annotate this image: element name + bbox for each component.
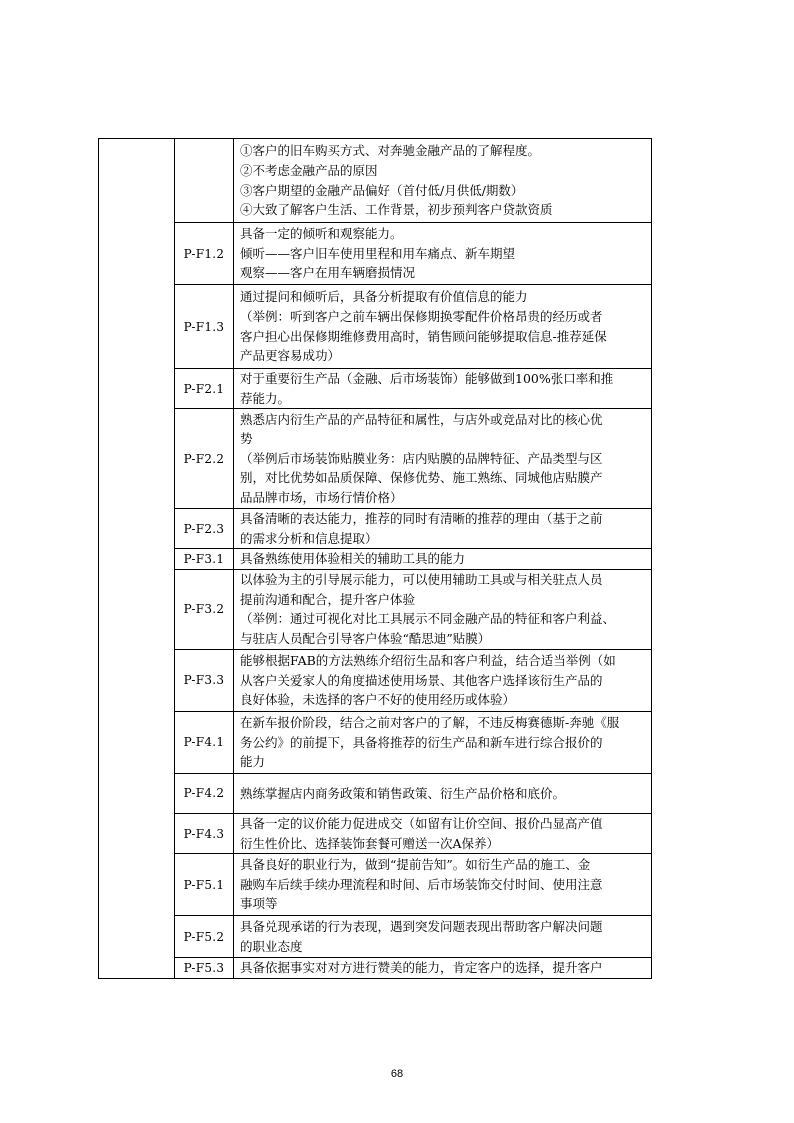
cell-text-line: 的需求分析和信息提取）: [240, 530, 378, 546]
code-cell: P-F1.3: [175, 285, 234, 369]
description-cell: [234, 285, 652, 369]
code-cell: [175, 139, 234, 223]
cell-text-line: 具备依据事实对对方进行赞美的能力，肯定客户的选择，提升客户: [240, 960, 603, 976]
code-cell: P-F4.2: [175, 773, 234, 813]
cell-text-line: 良好体验，未选择的客户不好的使用经历或体验）: [240, 692, 516, 708]
description-cell: [234, 916, 652, 958]
code-cell: P-F5.2: [175, 916, 234, 958]
competency-table: [98, 138, 652, 979]
description-cell: [234, 549, 652, 570]
cell-text-line: 务公约》的前提下，具备将推荐的衍生产品和新车进行综合报价的: [240, 734, 603, 750]
cell-text-line: （举例后市场装饰贴膜业务：店内贴膜的品牌特征、产品类型与区: [240, 450, 603, 466]
description-cell: [234, 649, 652, 711]
cell-text-line: 具备良好的职业行为，做到“提前告知”。如衍生产品的施工、金: [240, 857, 591, 873]
cell-text-line: 具备熟练使用体验相关的辅助工具的能力: [240, 551, 466, 567]
description-cell: [234, 139, 652, 223]
cell-text-line: 客户担心出保修期维修费用高时，销售顾问能够提取信息-推荐延保: [240, 328, 607, 344]
description-cell: [234, 813, 652, 853]
cell-text-line: 事项等: [240, 896, 278, 912]
page-number: 68: [390, 1068, 404, 1080]
cell-text-line: 势: [240, 431, 253, 447]
cell-text-line: 衍生性价比、选择装饰套餐可赠送一次A保养）: [240, 835, 500, 851]
description-cell: [234, 409, 652, 509]
cell-text-line: 对于重要衍生产品（金融、后市场装饰）能够做到100%张口率和推: [240, 371, 614, 386]
cell-text-line: 与驻店人员配合引导客户体验“酷思迪”贴膜）: [240, 631, 491, 647]
cell-text-line: 具备兑现承诺的行为表现，遇到突发问题表现出帮助客户解决问题: [240, 919, 603, 935]
cell-text-line: 从客户关爱家人的角度描述使用场景、其他客户选择该衍生产品的: [240, 672, 603, 688]
cell-text-line: ④大致了解客户生活、工作背景，初步预判客户贷款资质: [240, 202, 553, 218]
table-row: [99, 958, 652, 979]
table-row: [99, 773, 652, 813]
code-cell: P-F3.2: [175, 569, 234, 649]
cell-text-line: ③客户期望的金融产品偏好（首付低/月供低/期数）: [240, 182, 524, 198]
code-cell: P-F2.1: [175, 369, 234, 409]
code-cell: P-F2.2: [175, 409, 234, 509]
description-cell: [234, 569, 652, 649]
table-row: [99, 711, 652, 773]
code-cell: P-F1.2: [175, 223, 234, 285]
description-cell: [234, 711, 652, 773]
cell-text-line: 具备清晰的表达能力，推荐的同时有清晰的推荐的理由（基于之前: [240, 511, 603, 527]
table-row: [99, 569, 652, 649]
table-row: [99, 409, 652, 509]
cell-text-line: ②不考虑金融产品的原因: [240, 162, 378, 178]
code-cell: P-F2.3: [175, 509, 234, 549]
category-cell: [99, 139, 175, 979]
table-body: [99, 139, 652, 979]
cell-text-line: 提前沟通和配合，提升客户体验: [240, 591, 416, 607]
table-row: [99, 813, 652, 853]
description-cell: [234, 223, 652, 285]
description-cell: [234, 369, 652, 409]
cell-text-line: 能力: [240, 754, 266, 770]
cell-text-line: 品品牌市场，市场行情价格）: [240, 490, 403, 506]
cell-text-line: 的职业态度: [240, 938, 303, 954]
table-row: [99, 854, 652, 916]
table-row: [99, 649, 652, 711]
cell-text-line: 倾听——客户旧车使用里程和用车痛点、新车期望: [240, 245, 516, 261]
description-cell: [234, 854, 652, 916]
cell-text-line: （举例：通过可视化对比工具展示不同金融产品的特征和客户利益、: [240, 611, 616, 627]
table-row: [99, 509, 652, 549]
table-row: [99, 285, 652, 369]
cell-text-line: 以体验为主的引导展示能力，可以使用辅助工具或与相关驻点人员: [240, 572, 603, 588]
cell-text-line: 通过提问和倾听后，具备分析提取有价值信息的能力: [240, 289, 528, 305]
cell-text-line: 熟练掌握店内商务政策和销售政策、衍生产品价格和底价。: [240, 785, 566, 801]
description-cell: [234, 773, 652, 813]
cell-text-line: 在新车报价阶段，结合之前对客户的了解，不违反梅赛德斯-奔驰《服: [240, 715, 620, 731]
code-cell: P-F3.3: [175, 649, 234, 711]
cell-text-line: 产品更容易成功）: [240, 348, 341, 364]
description-cell: [234, 509, 652, 549]
table-row: [99, 223, 652, 285]
cell-text-line: 具备一定的议价能力促进成交（如留有让价空间、报价凸显高产值: [240, 815, 603, 831]
cell-text-line: 荐能力。: [240, 390, 291, 406]
cell-text-line: 融购车后续手续办理流程和时间、后市场装饰交付时间、使用注意: [240, 876, 603, 892]
code-cell: P-F4.3: [175, 813, 234, 853]
cell-text-line: 熟悉店内衍生产品的产品特征和属性，与店外或竞品对比的核心优: [240, 411, 603, 427]
code-cell: P-F4.1: [175, 711, 234, 773]
table-row: [99, 549, 652, 570]
code-cell: P-F5.1: [175, 854, 234, 916]
cell-text-line: （举例：听到客户之前车辆出保修期换零配件价格昂贵的经历或者: [240, 308, 603, 324]
cell-text-line: 观察——客户在用车辆磨损情况: [240, 265, 416, 281]
cell-text-line: 别，对比优势如品质保障、保修优势、施工熟练、同城他店贴膜产: [240, 470, 603, 486]
code-cell: P-F5.3: [175, 958, 234, 979]
table-row: [99, 916, 652, 958]
cell-text-line: 能够根据FAB的方法熟练介绍衍生品和客户利益，结合适当举例（如: [240, 653, 616, 669]
description-cell: [234, 958, 652, 979]
table-row: [99, 369, 652, 409]
cell-text-line: ①客户的旧车购买方式、对奔驰金融产品的了解程度。: [240, 143, 541, 159]
table-row: [99, 139, 652, 223]
code-cell: P-F3.1: [175, 549, 234, 570]
cell-text-line: 具备一定的倾听和观察能力。: [240, 226, 403, 242]
